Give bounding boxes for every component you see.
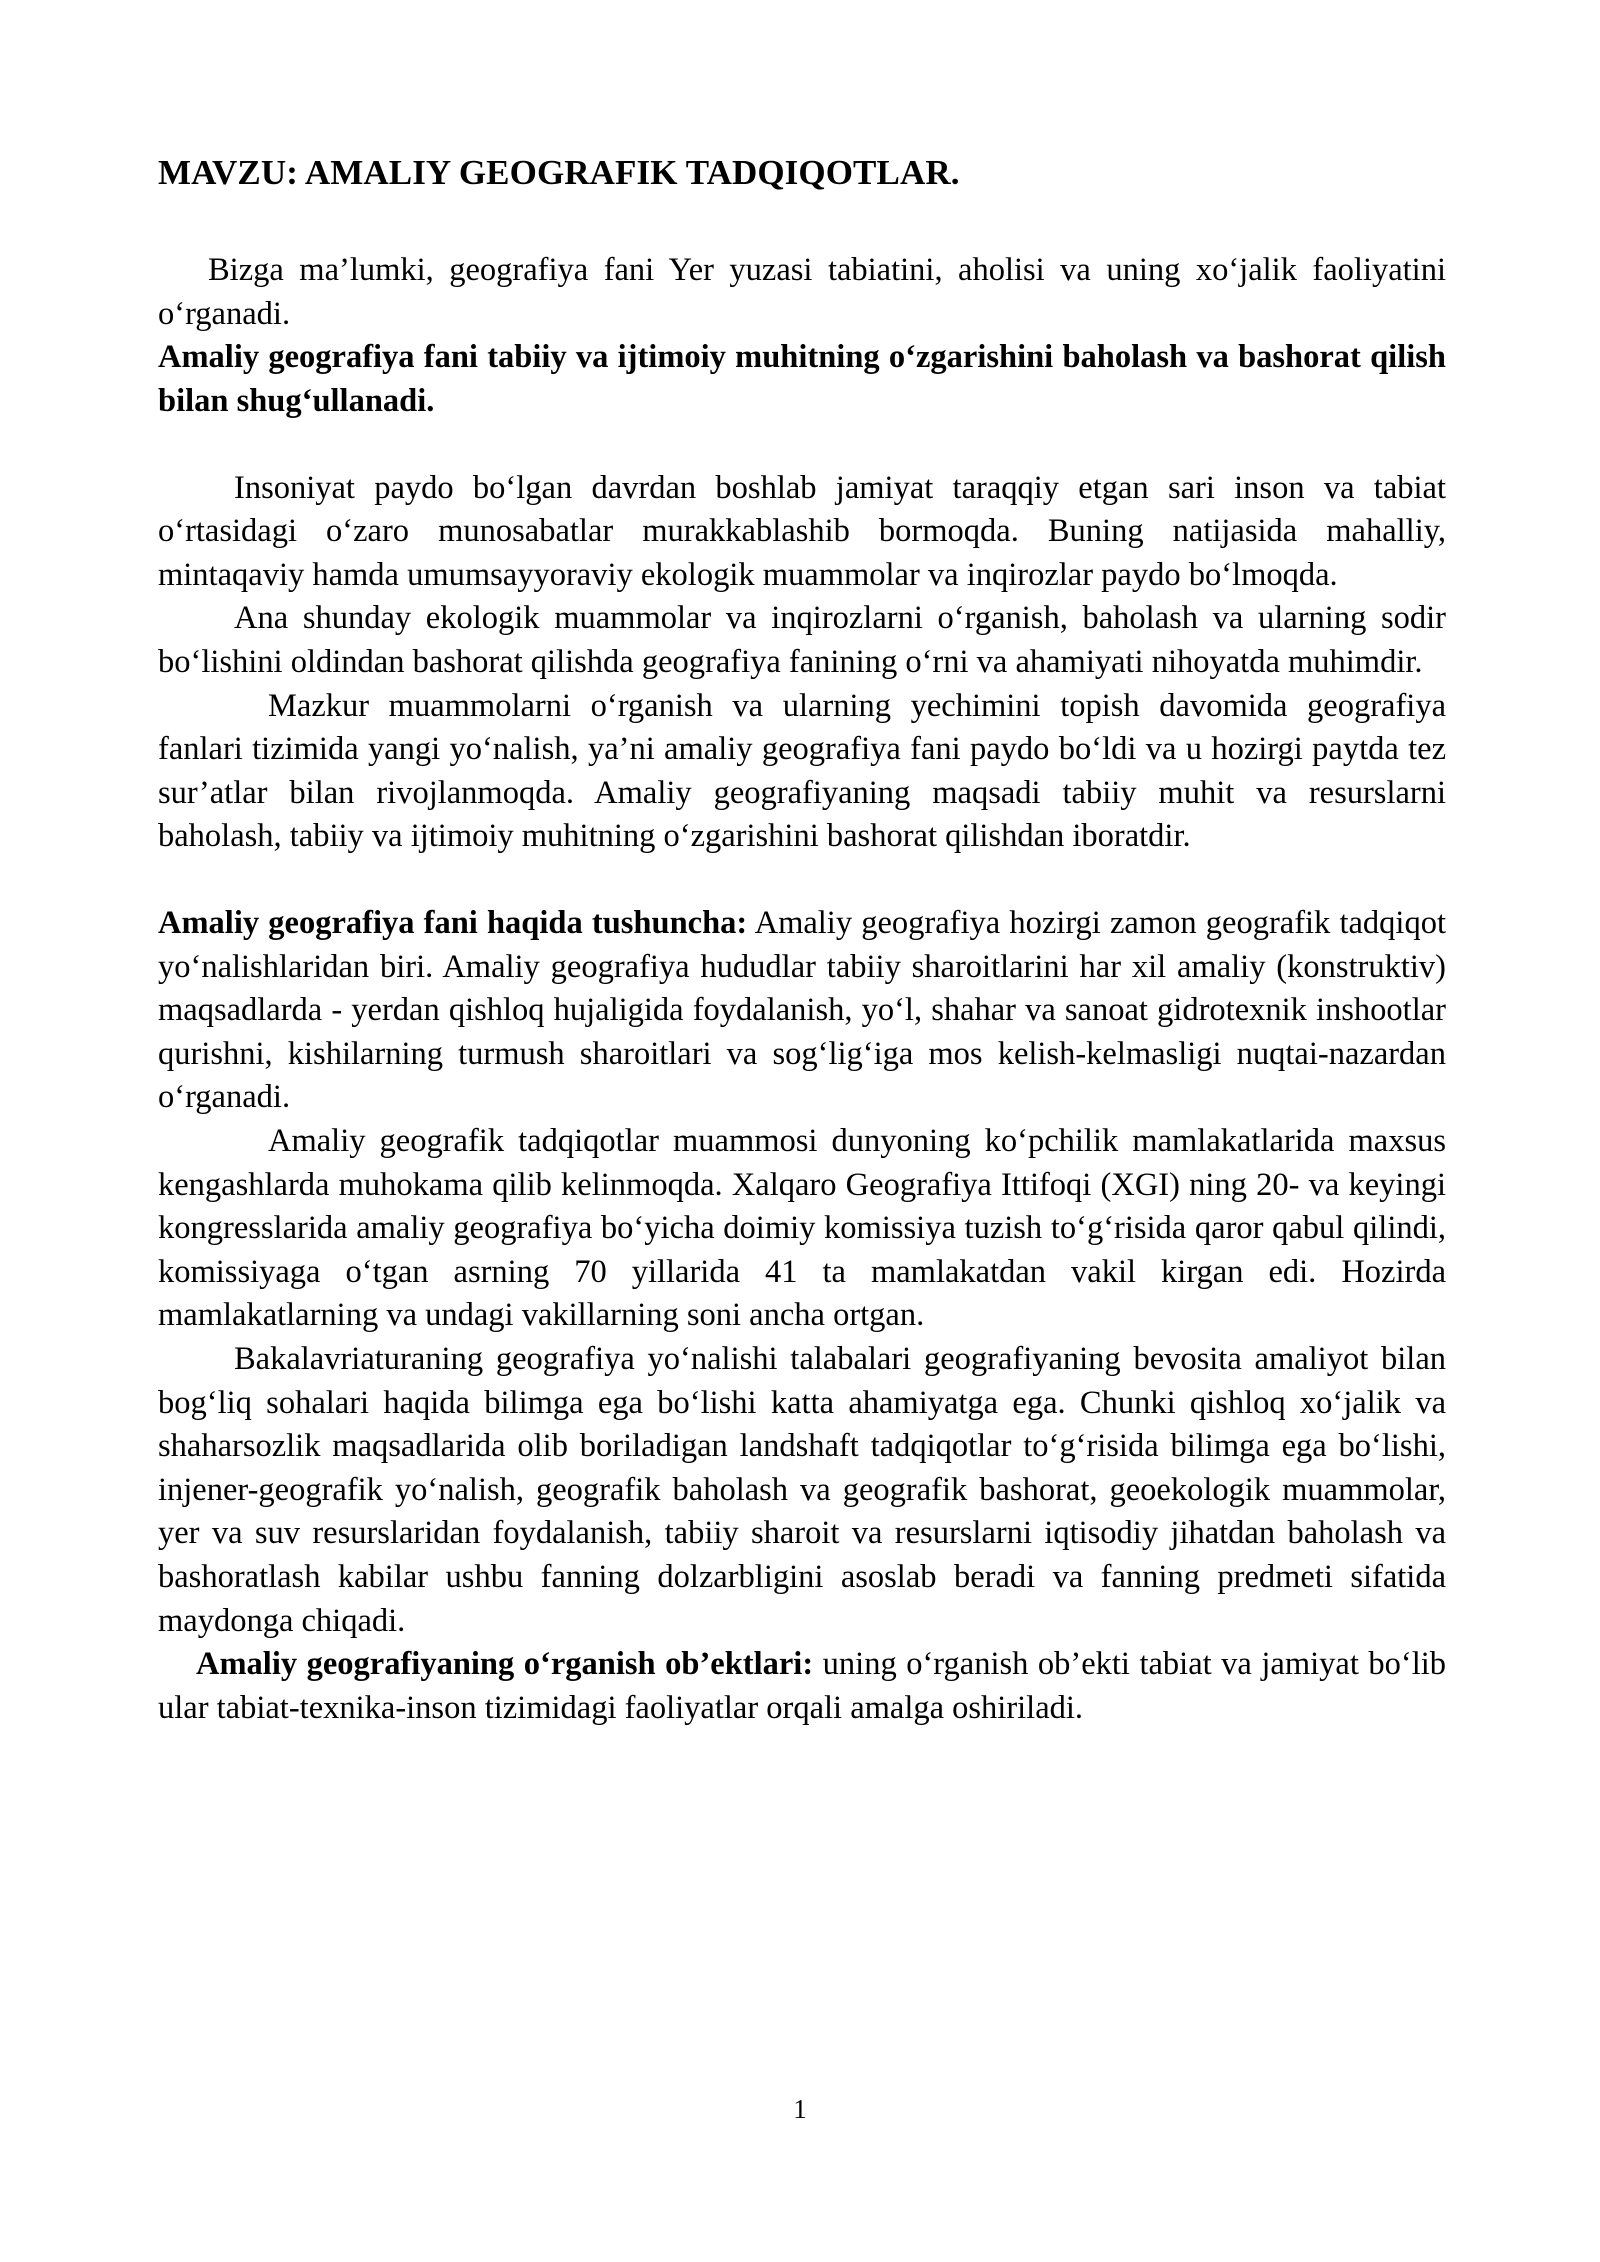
paragraph-intro: Bizga ma’lumki, geografiya fani Yer yuzasi tabiatini, aholisi va uning xo‘jalik faoliyatini o‘rganadi. (158, 252, 1446, 332)
paragraph-bold-definition: Amaliy geografiya fani tabiiy va ijtimoiy muhitning o‘zgarishini baholash va bashorat qilish bilan shug‘ullanadi. (158, 339, 1446, 420)
objects-body-inline: uning o‘rganish ob’ekti tabiat va jamiyat bo‘lib ular tabiat-texnika-inson tizimidagi faoliyatlar orqali amalga oshiriladi. (158, 1646, 1446, 1726)
paragraph-humanity-nature: Insoniyat paydo bo‘lgan davrdan boshlab jamiyat taraqqiy etgan sari inson va tabiat o‘rtasidagi o‘zaro munosabatlar murakkablashib bormoqda. Buning natijasida mahalliy, mintaqaviy hamda umumsayyoraviy ekologik muammolar va inqirozlar paydo bo‘lmoqda. (158, 469, 1446, 593)
page-title: MAVZU: AMALIY GEOGRAFIK TADQIQOTLAR. (158, 153, 960, 192)
paragraph-international-congress: Amaliy geografik tadqiqotlar muammosi dunyoning ko‘pchilik mamlakatlarida maxsus kengashlarda muhokama qilib kelinmoqda. Xalqaro Geografiya Ittifoqi (XGI) ning 20- va keyingi kongresslarida amaliy geografiya bo‘yicha doimiy komissiya tuzish to‘g‘risida qaror qabul qilindi, komissiyaga o‘tgan asrning 70 yillarida 41 ta mamlakatdan vakil kirgan edi. Hozirda mamlakatlarning va undagi vakillarning soni ancha ortgan. (158, 1122, 1446, 1334)
paragraph-concept (158, 902, 1446, 1120)
spacer-2 (158, 859, 1446, 902)
concept-body-inline: Amaliy geografiya hozirgi zamon geografik tadqiqot yo‘nalishlaridan biri. Amaliy geografiya hududlar tabiiy sharoitlarini har xil amaliy (konstruktiv) maqsadlarda - yerdan qishloq hujaligida foydalanish, yo‘l, shahar va sanoat gidrotexnik inshootlar qurishni, kishilarning turmush sharoitlari va sog‘lig‘iga mos kelish-kelmasligi nuqtai-nazardan o‘rganadi. (158, 905, 1446, 1116)
paragraph-ecological-problems: Ana shunday ekologik muammolar va inqirozlarni o‘rganish, baholash va ularning sodir bo‘lishini oldindan bashorat qilishda geografiya fanining o‘rni va ahamiyati nihoyatda muhimdir. (158, 600, 1446, 681)
spacer-after-title (158, 193, 1446, 249)
page-number: 1 (793, 2094, 807, 2124)
paragraph-bachelor-studies: Bakalavriaturaning geografiya yo‘nalishi talabalari geografiyaning bevosita amaliyot bilan bog‘liq sohalari haqida bilimga ega bo‘lishi katta ahamiyatga ega. Chunki qishloq xo‘jalik va shaharsozlik maqsadlarida olib boriladigan landshaft tadqiqotlar to‘g‘risida bilimga ega bo‘lishi, injener-geografik yo‘nalish, geografik baholash va geografik bashorat, geoekologik muammolar, yer va suv resurslaridan foydalanish, tabiiy sharoit va resurslarni iqtisodiy jihatdan baholash va bashoratlash kabilar ushbu fanning dolzarbligini asoslab beradi va fanning predmeti sifatida maydonga chiqadi. (158, 1340, 1446, 1639)
paragraph-new-direction: Mazkur muammolarni o‘rganish va ularning yechimini topish davomida geografiya fanlari tizimida yangi yo‘nalish, ya’ni amaliy geografiya fani paydo bo‘ldi va u hozirgi paytda tez sur’atlar bilan rivojlanmoqda. Amaliy geografiyaning maqsadi tabiiy muhit va resurslarni baholash, tabiiy va ijtimoiy muhitning o‘zgarishini bashorat qilishdan iboratdir. (158, 687, 1446, 855)
spacer-1 (158, 424, 1446, 467)
paragraph-study-objects (158, 1643, 1446, 1730)
document-body (158, 0, 1446, 1730)
concept-heading-inline: Amaliy geografiya fani haqida tushuncha: (158, 905, 748, 942)
objects-heading-inline: Amaliy geografiyaning o‘rganish ob’ektlari: (196, 1646, 814, 1683)
